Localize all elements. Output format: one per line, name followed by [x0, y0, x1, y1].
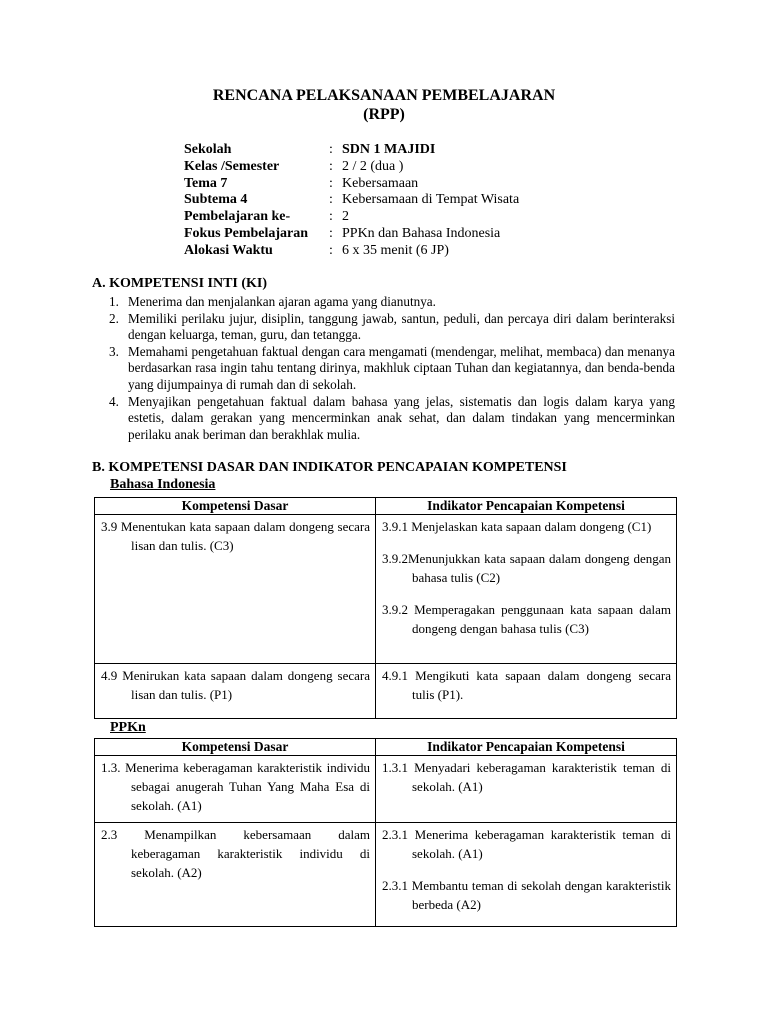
- indikator-text: 2.3.1 Menerima keberagaman karakteristik teman di sekolah. (A1): [382, 827, 671, 861]
- list-number: 1.: [109, 294, 119, 309]
- list-text: Menyajikan pengetahuan faktual dalam bahasa yang jelas, sistematis dan logis dalam karya yang estetis, dalam gerakan yang mencerminkan anak sehat, dan dalam tindakan yang mencerminkan perilaku anak beriman dan berakhlak mulia.: [128, 393, 675, 442]
- column-header-kd: Kompetensi Dasar: [95, 739, 376, 756]
- info-separator: :: [329, 142, 333, 157]
- table-cell-indikator: [376, 756, 677, 823]
- document-title: RENCANA PELAKSANAAN PEMBELAJARAN: [212, 87, 556, 104]
- kd-text: 1.3. Menerima keberagaman karakteristik individu sebagai anugerah Tuhan Yang Maha Esa di sekolah. (A1): [101, 760, 370, 813]
- table-bahasa-indonesia: [94, 497, 677, 719]
- indikator-text: 4.9.1 Mengikuti kata sapaan dalam dongeng secara tulis (P1).: [382, 668, 671, 702]
- table-cell-indikator: [376, 823, 677, 927]
- list-item: [109, 344, 675, 394]
- info-separator: :: [329, 192, 333, 208]
- subject-title-ppkn: PPKn: [110, 720, 146, 735]
- table-row: [95, 823, 677, 927]
- list-number: 2.: [109, 310, 119, 326]
- kd-text: 4.9 Menirukan kata sapaan dalam dongeng secara lisan dan tulis. (P1): [101, 668, 370, 702]
- table-header-row: [95, 739, 677, 756]
- info-value: PPKn dan Bahasa Indonesia: [342, 225, 501, 241]
- info-label: Tema 7: [184, 175, 228, 191]
- list-text: Memahami pengetahuan faktual dengan cara mengamati (mendengar, melihat, membaca) dan menanya berdasarkan rasa ingin tahu tentang dirinya, makhluk ciptaan Tuhan dan kegiatannya, dan benda-benda yang dijumpainya di rumah dan di sekolah.: [128, 343, 675, 392]
- kd-text: 2.3 Menampilkan kebersamaan dalam keberagaman karakteristik individu di sekolah. (A2): [101, 827, 370, 880]
- info-label: Subtema 4: [184, 192, 248, 208]
- kd-text: 3.9 Menentukan kata sapaan dalam dongeng secara lisan dan tulis. (C3): [101, 519, 370, 553]
- list-item: [109, 294, 675, 311]
- list-text: Memiliki perilaku jujur, disiplin, tanggung jawab, santun, peduli, dan percaya diri dalam berinteraksi dengan keluarga, teman, guru, dan tetangga.: [128, 310, 675, 343]
- table-ppkn: [94, 738, 677, 927]
- indikator-text: 3.9.1 Menjelaskan kata sapaan dalam dongeng (C1): [382, 519, 652, 534]
- table-cell-indikator: [376, 515, 677, 664]
- info-value: 6 x 35 menit (6 JP): [342, 242, 449, 258]
- list-number: 3.: [109, 343, 119, 359]
- info-separator: :: [329, 242, 333, 258]
- indikator-text: 1.3.1 Menyadari keberagaman karakteristik teman di sekolah. (A1): [382, 760, 671, 794]
- indikator-text: 3.9.2 Memperagakan penggunaan kata sapaan dalam dongeng dengan bahasa tulis (C3): [382, 602, 671, 636]
- table-cell-kd: [95, 515, 376, 664]
- table-cell-kd: [95, 756, 376, 823]
- document-subtitle: (RPP): [363, 106, 405, 123]
- info-label: Alokasi Waktu: [184, 242, 273, 258]
- list-item: [109, 311, 675, 344]
- column-header-indikator: Indikator Pencapaian Kompetensi: [376, 739, 677, 756]
- table-cell-indikator: [376, 664, 677, 719]
- list-number: 4.: [109, 393, 119, 409]
- info-separator: :: [329, 209, 333, 225]
- list-item: [109, 394, 675, 444]
- info-separator: :: [329, 158, 333, 174]
- info-value: Kebersamaan: [342, 175, 419, 191]
- list-text: Menerima dan menjalankan ajaran agama yang dianutnya.: [128, 294, 436, 309]
- indikator-text: 3.9.2Menunjukkan kata sapaan dalam dongeng dengan bahasa tulis (C2): [382, 551, 671, 585]
- table-row: [95, 515, 677, 664]
- table-cell-kd: [95, 823, 376, 927]
- info-label: Kelas /Semester: [184, 158, 280, 174]
- column-header-indikator: Indikator Pencapaian Kompetensi: [376, 498, 677, 515]
- subject-title-bahasa: Bahasa Indonesia: [110, 477, 216, 492]
- section-a-heading: A. KOMPETENSI INTI (KI): [92, 276, 268, 291]
- table-header-row: [95, 498, 677, 515]
- column-header-kd: Kompetensi Dasar: [95, 498, 376, 515]
- indikator-text: 2.3.1 Membantu teman di sekolah dengan karakteristik berbeda (A2): [382, 878, 671, 912]
- info-separator: :: [329, 225, 333, 241]
- info-label: Fokus Pembelajaran: [184, 225, 309, 241]
- info-label: Pembelajaran ke-: [184, 209, 291, 225]
- info-label: Sekolah: [184, 142, 232, 157]
- info-value: 2: [342, 209, 349, 225]
- info-value: 2 / 2 (dua ): [342, 158, 404, 174]
- table-cell-kd: [95, 664, 376, 719]
- table-row: [95, 664, 677, 719]
- info-value: Kebersamaan di Tempat Wisata: [342, 192, 520, 208]
- info-value: SDN 1 MAJIDI: [342, 142, 436, 157]
- section-b-heading: B. KOMPETENSI DASAR DAN INDIKATOR PENCAPAIAN KOMPETENSI: [92, 460, 567, 475]
- table-row: [95, 756, 677, 823]
- info-separator: :: [329, 175, 333, 191]
- kompetensi-inti-list: [109, 294, 675, 443]
